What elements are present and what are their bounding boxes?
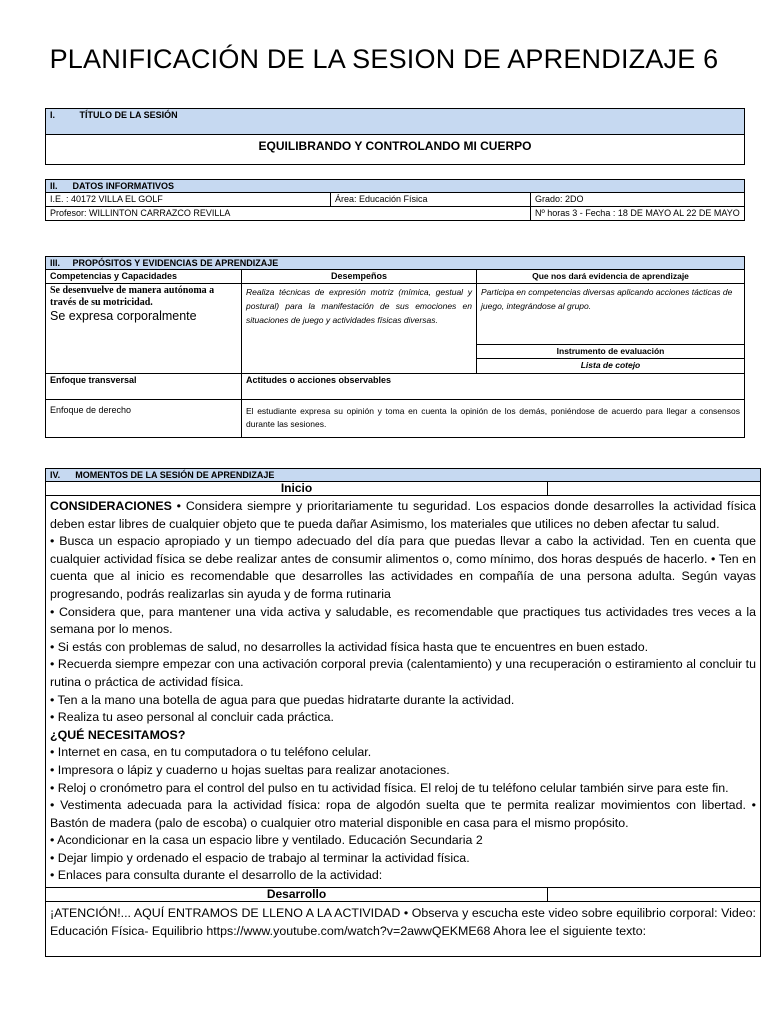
desarrollo-header-empty: [548, 888, 761, 902]
inicio-paragraph: • Ten a la mano una botella de agua para que puedas hidratarte durante la actividad.: [50, 692, 515, 707]
enfoque-transversal-label: Enfoque transversal: [46, 374, 242, 400]
actitudes-label: Actitudes o acciones observables: [242, 374, 745, 400]
propositos-table: [45, 256, 745, 438]
inicio-paragraph: • Acondicionar en la casa un espacio libre y ventilado. Educación Secundaria 2: [50, 833, 483, 848]
enfoque-derecho-label: Enfoque de derecho: [46, 400, 242, 438]
inicio-header: Inicio: [46, 482, 548, 496]
inicio-paragraph: • Reloj o cronómetro para el control del pulso en tu actividad física. El reloj de tu teléfono celular también sirve para este fin.: [50, 780, 729, 795]
section-heading-label: DATOS INFORMATIVOS: [72, 181, 175, 191]
col-header-competencias: Competencias y Capacidades: [46, 270, 242, 284]
ie-field: I.E. : 40172 VILLA EL GOLF: [46, 193, 331, 207]
area-field: Área: Educación Física: [331, 193, 531, 207]
inicio-paragraph: • Dejar limpio y ordenado el espacio de trabajo al terminar la actividad física.: [50, 850, 470, 865]
inicio-paragraph: CONSIDERACIONES • Considera siempre y prioritariamente tu seguridad. Los espacios donde desarrolles la actividad física deben estar libres de cualquier objeto que te pueda dañar Asimismo, los materiales que utilices no deben afectar tu salud.: [50, 499, 756, 531]
capacidad-text: Se expresa corporalmente: [50, 309, 197, 323]
momentos-table: [45, 468, 761, 957]
inicio-paragraph: • Realiza tu aseo personal al concluir cada práctica.: [50, 710, 334, 725]
section-number: III.: [50, 258, 61, 268]
col-header-evidencia: Que nos dará evidencia de aprendizaje: [477, 270, 745, 284]
session-title-table: [45, 108, 745, 165]
evidencia-text: Participa en competencias diversas aplicando acciones tácticas de juego, integrándose al grupo.: [477, 284, 745, 345]
instrumento-label: Instrumento de evaluación: [477, 345, 745, 359]
section-heading-label: PROPÓSITOS Y EVIDENCIAS DE APRENDIZAJE: [72, 258, 279, 268]
section-heading: [46, 257, 745, 270]
desarrollo-content: ¡ATENCIÓN!... AQUÍ ENTRAMOS DE LLENO A LA ACTIVIDAD • Observa y escucha este video sobre equilibrio corporal: Video: Educación Física- Equilibrio https://www.youtube.com/watch?v=2awwQEKME68 Ahora lee el siguiente texto:: [46, 902, 761, 957]
section-heading: [46, 180, 745, 193]
profesor-field: Profesor: WILLINTON CARRAZCO REVILLA: [46, 207, 531, 221]
inicio-header-empty: [548, 482, 761, 496]
section-number: IV.: [50, 470, 61, 480]
enfoque-derecho-text: El estudiante expresa su opinión y toma en cuenta la opinión de los demás, poniéndose de acuerdo para llegar a consensos durante las sesiones.: [242, 400, 745, 438]
desempeno-text: Realiza técnicas de expresión motriz (mímica, gestual y postural) para la manifestación de sus emociones en situaciones de juego y actividades físicas diversas.: [242, 284, 477, 374]
section-heading: TÍTULO DE LA SESIÓN: [76, 109, 745, 135]
inicio-paragraph: • Enlaces para consulta durante el desarrollo de la actividad:: [50, 868, 383, 883]
competencia-text: Se desenvuelve de manera autónoma a través de su motricidad.: [50, 285, 215, 308]
datos-informativos-table: [45, 179, 745, 221]
grado-field: Grado: 2DO: [531, 193, 745, 207]
section-number: II.: [50, 181, 58, 191]
competencia-cell: [46, 284, 242, 374]
section-heading: [46, 469, 761, 482]
inicio-paragraph: • Considera que, para mantener una vida activa y saludable, es recomendable que practiques tus actividades tres veces a la semana por lo menos.: [50, 604, 756, 637]
que-necesitamos-heading: ¿QUÉ NECESITAMOS?: [50, 727, 186, 742]
horas-fecha-field: Nº horas 3 - Fecha : 18 DE MAYO AL 22 DE MAYO: [531, 207, 745, 221]
session-title: EQUILIBRANDO Y CONTROLANDO MI CUERPO: [46, 135, 745, 165]
col-header-desempenos: Desempeños: [242, 270, 477, 284]
page-title: PLANIFICACIÓN DE LA SESION DE APRENDIZAJE 6: [49, 44, 719, 74]
inicio-paragraph: • Si estás con problemas de salud, no desarrolles la actividad física hasta que te encuentres en buen estado.: [50, 639, 649, 654]
inicio-content: [46, 496, 761, 888]
section-number: I.: [46, 109, 76, 135]
inicio-paragraph: • Internet en casa, en tu computadora o tu teléfono celular.: [50, 745, 372, 760]
inicio-paragraph: • Vestimenta adecuada para la actividad física: ropa de algodón suelta que te permita realizar movimientos con libertad. • Bastón de madera (palo de escoba) o cualquier otro material disponible en casa para el mismo propósito.: [50, 798, 756, 830]
inicio-paragraph: • Recuerda siempre empezar con una activación corporal previa (calentamiento) y una recuperación o estiramiento al concluir tu rutina o práctica de actividad física.: [50, 657, 756, 689]
inicio-paragraph: • Busca un espacio apropiado y un tiempo adecuado del día para que puedas llevar a cabo la actividad. Ten en cuenta que cualquier actividad física se debe realizar antes de consumir alimentos o, como mínimo, dos horas después de hacerlo. • Ten en cuenta que al inicio es recomendable que desarrolles las actividades en compañía de una persona adulta. Según vayas progresando, podrás realizarlas sin ayuda y de forma rutinaria: [50, 534, 756, 601]
section-heading-label: MOMENTOS DE LA SESIÓN DE APRENDIZAJE: [75, 470, 275, 480]
desarrollo-header: Desarrollo: [46, 888, 548, 902]
instrumento-value: Lista de cotejo: [477, 359, 745, 374]
inicio-paragraph: • Impresora o lápiz y cuaderno u hojas sueltas para realizar anotaciones.: [50, 762, 450, 777]
